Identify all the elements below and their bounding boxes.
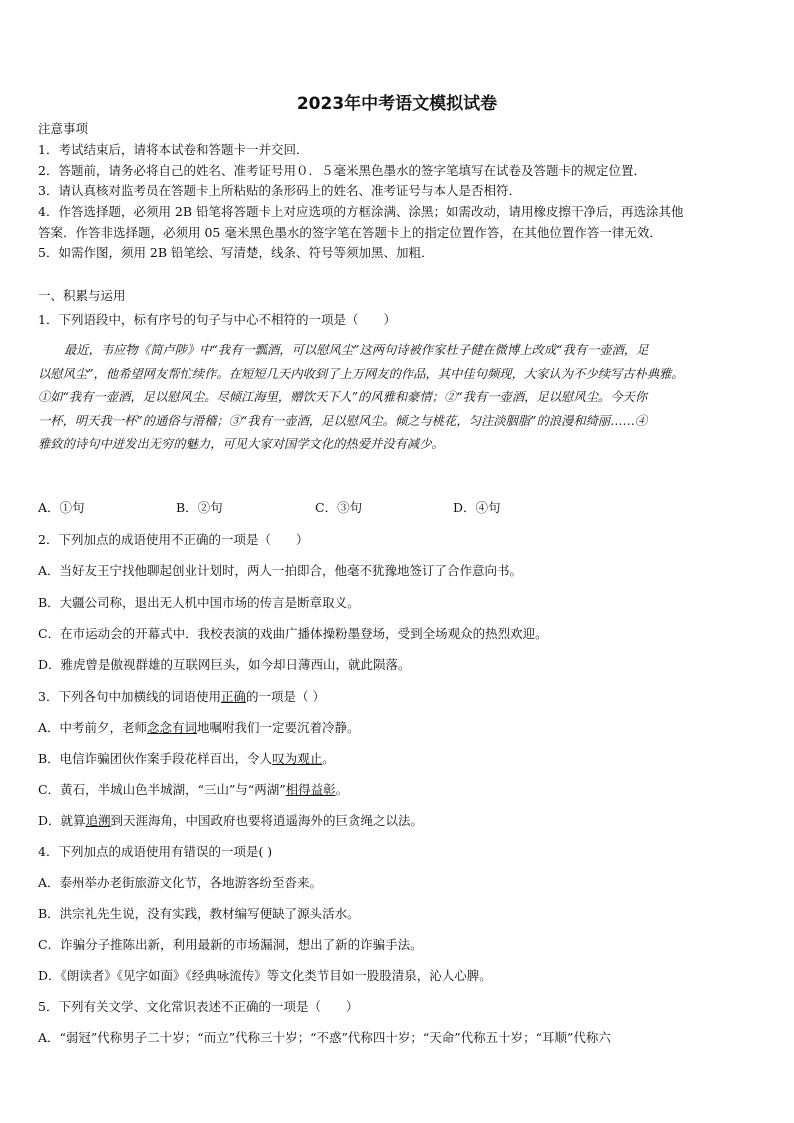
notice-item: 3．请认真核对监考员在答题卡上所粘贴的条形码上的姓名、准考证号与本人是否相符． xyxy=(38,183,521,198)
option-d: D．④句 xyxy=(453,500,501,515)
passage-line: 最近，韦应物《简卢陟》中“我有一瓢酒，可以慰风尘”这两句诗被作家杜子健在微博上改成“我有一壶酒，足 xyxy=(64,343,649,357)
option-c: C．在市运动会的开幕式中．我校表演的戏曲广播体操粉墨登场，受到全场观众的热烈欢迎。 xyxy=(38,626,548,641)
option-d: D．雅虎曾是傲视群雄的互联网巨头，如今却日薄西山，就此陨落。 xyxy=(38,657,411,672)
option-c: C．诈骗分子推陈出新，利用最新的市场漏洞，想出了新的诈骗手法。 xyxy=(38,937,423,952)
notice-item: 2．答题前，请务必将自己的姓名、准考证号用０．５毫米黑色墨水的签字笔填写在试卷及答题卡的规定位置． xyxy=(38,163,646,178)
option-d: D．《朗读者》《见字如面》《经典咏流传》等文化类节目如一股股清泉，沁人心脾。 xyxy=(38,968,492,983)
question-5-stem: 5．下列有关文学、文化常识表述不正确的一项是（ ） xyxy=(38,999,359,1014)
option-a: A．当好友王宁找他聊起创业计划时，两人一拍即合，他毫不犹豫地签订了合作意向书。 xyxy=(38,563,523,578)
notice-item: 答案．作答非选择题，必须用 05 毫米黑色墨水的签字笔在答题卡上的指定位置作答，在其他位置作答一律无效． xyxy=(38,225,662,240)
notice-heading: 注意事项 xyxy=(38,121,89,136)
passage-line: 一杯，明天我一杯”的通俗与滑稽；③“我有一壶酒，足以慰风尘。倾之与桃花，匀注淡胭脂”的浪漫和绮丽……④ xyxy=(38,413,648,428)
question-1-stem: 1．下列语段中，标有序号的句子与中心不相符的一项是（ ） xyxy=(38,312,396,327)
option-c: C．③句 xyxy=(315,500,363,515)
option-a: A．①句 xyxy=(38,500,85,515)
question-3-stem: 3．下列各句中加横线的词语使用正确的一项是（ ） xyxy=(38,689,325,704)
passage-line: 雅致的诗句中迸发出无穷的魅力，可见大家对国学文化的热爱并没有减少。 xyxy=(38,437,444,451)
option-b: B．洪宗礼先生说，没有实践，教材编写便缺了源头活水。 xyxy=(38,906,360,921)
notice-item: 5．如需作图，须用 2B 铅笔绘、写清楚，线条、符号等须加黑、加粗． xyxy=(38,245,434,260)
notice-item: 4．作答选择题，必须用 2B 铅笔将答题卡上对应选项的方框涂满、涂黑；如需改动，请用橡皮擦干净后，再选涂其他 xyxy=(38,204,684,219)
question-1-passage xyxy=(38,339,758,457)
page-title: 2023年中考语文模拟试卷 xyxy=(296,94,498,114)
option-a: A．中考前夕，老师念念有词地嘱咐我们一定要沉着冷静。 xyxy=(38,720,360,735)
notice-item: 1．考试结束后，请将本试卷和答题卡一并交回． xyxy=(38,142,309,157)
question-2-stem: 2．下列加点的成语使用不正确的一项是（ ） xyxy=(38,532,309,547)
option-b: B．电信诈骗团伙作案手段花样百出，令人叹为观止。 xyxy=(38,751,335,766)
passage-line: ①如“我有一壶酒，足以慰风尘。尽倾江海里，赠饮天下人”的风雅和豪情；②“我有一壶酒，足以慰风尘。今天你 xyxy=(38,390,648,404)
option-d: D．就算追溯到天涯海角，中国政府也要将逍遥海外的巨贪绳之以法。 xyxy=(38,813,424,828)
section-heading: 一、积累与运用 xyxy=(38,288,126,303)
option-a: A．“弱冠”代称男子二十岁；“而立”代称三十岁；“不惑”代称四十岁；“天命”代称五十岁；“耳顺”代称六 xyxy=(38,1030,611,1045)
question-4-stem: 4．下列加点的成语使用有错误的一项是( ) xyxy=(38,844,273,859)
passage-line: 以慰风尘”，他希望网友帮忙续作。在短短几天内收到了上万网友的作品，其中佳句频现，大家认为不少续写古朴典雅。 xyxy=(38,366,684,381)
option-c: C．黄石，半城山色半城湖，“三山”与“两湖”相得益彰。 xyxy=(38,782,349,797)
option-a: A．泰州举办老街旅游文化节，各地游客纷至沓来。 xyxy=(38,875,323,890)
option-b: B．大疆公司称，退出无人机中国市场的传言是断章取义。 xyxy=(38,595,360,610)
option-b: B．②句 xyxy=(176,500,223,515)
